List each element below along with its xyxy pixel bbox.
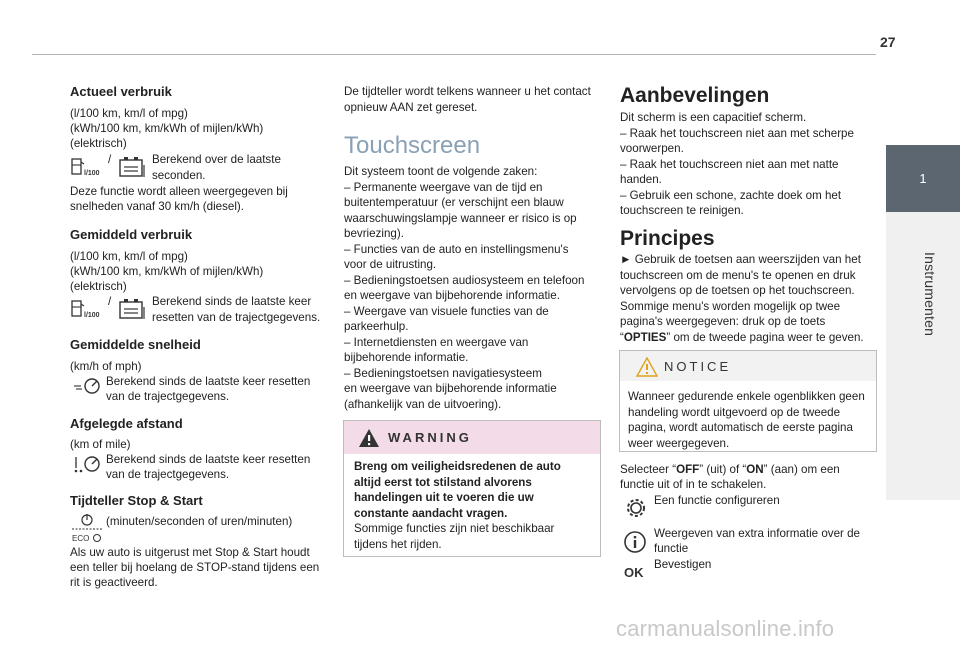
fuel-consumption-icon: [70, 298, 106, 320]
heading-touchscreen: Touchscreen: [344, 132, 481, 159]
ok-icon: OK: [624, 565, 644, 580]
section-title-actueel: Actueel verbruik: [70, 84, 172, 99]
warning-bold-0: Breng om veiligheidsredenen de auto: [354, 460, 561, 473]
s1-icon-text-2: seconden.: [152, 169, 206, 182]
s2-line-2: (kWh/100 km, km/kWh of mijlen/kWh): [70, 265, 264, 278]
ts-line-12: bijbehorende informatie.: [344, 351, 469, 364]
pri-line-5: [620, 330, 864, 346]
heading-aanbevelingen: Aanbevelingen: [620, 84, 770, 107]
notice-line-0: Wanneer gedurende enkele ogenblikken geen: [628, 390, 865, 403]
icon-text-info-1: Weergeven van extra informatie over de: [654, 527, 861, 540]
chapter-tab-number[interactable]: 1: [886, 145, 960, 212]
s1-line-1: (l/100 km, km/l of mpg): [70, 107, 188, 120]
ts-line-4: bevriezing).: [344, 227, 404, 240]
notice-line-2: pagina, wordt automatisch de eerste pagina: [628, 421, 853, 434]
s2-icon-text-2: resetten van de trajectgegevens.: [152, 311, 321, 324]
warning-header: [344, 421, 600, 454]
icon-text-info-2: functie: [654, 542, 689, 555]
s5-para-3: rit is geactiveerd.: [70, 576, 158, 589]
warning-bold-3: constante aandacht vragen.: [354, 506, 508, 520]
ts-line-3: waarschuwingslampje wanneer er risico is op: [344, 211, 577, 225]
pri-line-4: pagina's weergegeven: druk op de toets: [620, 315, 826, 328]
col2-intro-2: opnieuw AAN zet gereset.: [344, 101, 478, 114]
ts-line-0: Dit systeem toont de volgende zaken:: [344, 165, 538, 178]
ts-line-1: – Permanente weergave van de tijd en: [344, 180, 543, 194]
s2-separator: /: [108, 295, 112, 308]
s2-line-1: (l/100 km, km/l of mpg): [70, 250, 188, 263]
section-title-gemiddeld-verbruik: Gemiddeld verbruik: [70, 227, 193, 242]
stop-start-eco-icon: [70, 512, 104, 544]
configure-gear-icon: [625, 497, 647, 519]
fuel-consumption-icon: [70, 156, 106, 178]
pri-line-1: touchscreen om de menu's te openen en druk: [620, 268, 856, 282]
ts-line-15: (afhankelijk van de uitvoering).: [344, 397, 502, 411]
ts-line-7: – Bedieningstoetsen audiosysteem en telefoon: [344, 273, 585, 287]
speedometer-icon: [72, 376, 102, 396]
s1-separator: /: [108, 153, 112, 166]
ts-line-9: – Weergave van visuele functies van de: [344, 304, 549, 318]
aan-line-1: – Raak het touchscreen niet aan met scherpe: [620, 126, 854, 140]
section-title-afstand: Afgelegde afstand: [70, 416, 183, 431]
notice-header: [620, 351, 876, 381]
s5-icon-text-1: (minuten/seconden of uren/minuten): [106, 515, 293, 528]
header-rule: [32, 54, 876, 55]
s4-icon-text-1: Berekend sinds de laatste keer resetten: [106, 453, 311, 466]
pri-line-2: vervolgens op de toetsen op het touchscreen.: [620, 284, 855, 297]
ts-line-11: – Internetdiensten en weergave van: [344, 335, 529, 349]
section-title-stopstart: Tijdteller Stop & Start: [70, 493, 203, 508]
warning-box: [343, 420, 601, 557]
aan-line-4: handen.: [620, 173, 662, 186]
eco-label: ECO: [72, 534, 90, 543]
chapter-title: Instrumenten: [922, 252, 938, 337]
col2-intro-1: De tijdteller wordt telkens wanneer u het contact: [344, 85, 591, 98]
s1-para-1: Deze functie wordt alleen weergegeven bij: [70, 185, 288, 198]
s1-line-2: (kWh/100 km, km/kWh of mijlen/kWh): [70, 122, 264, 135]
notice-line-1: handeling wordt uitgevoerd op de tweede: [628, 405, 841, 419]
aan-line-0: Dit scherm is een capacitief scherm.: [620, 111, 807, 124]
icon-text-confirm: Bevestigen: [654, 558, 712, 571]
s2-icon-text-1: Berekend sinds de laatste keer: [152, 295, 312, 308]
ts-line-14: en weergave van bijbehorende informatie: [344, 382, 557, 395]
distance-icon: [72, 454, 102, 476]
ts-line-6: voor de uitrusting.: [344, 258, 437, 271]
s1-line-3: (elektrisch): [70, 137, 127, 150]
ts-line-5: – Functies van de auto en instellingsmenu's: [344, 242, 569, 256]
pri-line-3: Sommige menu's worden mogelijk op twee: [620, 299, 841, 313]
s3-icon-text-1: Berekend sinds de laatste keer resetten: [106, 375, 311, 388]
warning-bold-1: altijd eerst tot stilstand alvorens: [354, 475, 532, 489]
notice-triangle-icon: [636, 357, 658, 377]
s3-icon-text-2: van de trajectgegevens.: [106, 390, 230, 403]
chapter-tab-label[interactable]: [886, 212, 960, 500]
aan-line-2: voorwerpen.: [620, 142, 684, 155]
ts-line-13: – Bedieningstoetsen navigatiesysteem: [344, 366, 542, 380]
battery-consumption-icon: [118, 155, 148, 179]
s5-para-1: Als uw auto is uitgerust met Stop & Start houdt: [70, 546, 310, 559]
warning-title: WARNING: [388, 430, 472, 445]
s1-icon-text-1: Berekend over de laatste: [152, 153, 281, 166]
notice-box: [619, 350, 877, 452]
ts-line-8: en weergave van bijbehorende informatie.: [344, 289, 560, 302]
select-line-1: Selecteer “OFF” (uit) of “ON” (aan) om een: [620, 463, 840, 476]
warning-bold-2: handelingen uit te voeren die uw: [354, 491, 534, 504]
info-icon: [623, 530, 647, 554]
ts-line-10: parkeerhulp.: [344, 320, 409, 333]
watermark: carmanualsonline.info: [616, 616, 835, 641]
s2-line-3: (elektrisch): [70, 280, 127, 293]
select-line-2: functie uit of in te schakelen.: [620, 478, 767, 491]
l100-label: l/100: [84, 312, 100, 319]
notice-title: NOTICE: [664, 359, 732, 374]
s5-para-2: een teller bij hoelang de STOP-stand tijdens een: [70, 561, 320, 574]
section-title-snelheid: Gemiddelde snelheid: [70, 337, 201, 352]
opties-label: OPTIES: [623, 330, 667, 344]
pri-quote-open: “: [620, 330, 624, 344]
ts-line-2: buitentemperatuur (er verschijnt een blauw: [344, 196, 564, 209]
s3-line-1: (km/h of mph): [70, 360, 142, 373]
s4-line-1: (km of mile): [70, 438, 131, 451]
s4-icon-text-2: van de trajectgegevens.: [106, 468, 230, 481]
warning-normal-0: Sommige functies zijn niet beschikbaar: [354, 522, 555, 535]
pri-line-0: ► Gebruik de toetsen aan weerszijden van het: [620, 253, 861, 266]
l100-label: l/100: [84, 170, 100, 177]
warning-triangle-icon: [358, 428, 380, 448]
s1-para-2: snelheden vanaf 30 km/h (diesel).: [70, 200, 245, 213]
battery-consumption-icon: [118, 297, 148, 321]
warning-normal-1: tijdens het rijden.: [354, 537, 442, 551]
notice-line-3: weer weergegeven.: [628, 436, 730, 450]
pri-quote-rest: ” om de tweede pagina weer te geven.: [666, 330, 864, 344]
heading-principes: Principes: [620, 227, 715, 250]
icon-text-configure: Een functie configureren: [654, 494, 780, 507]
aan-line-5: – Gebruik een schone, zachte doek om het: [620, 188, 842, 202]
aan-line-6: touchscreen te reinigen.: [620, 204, 744, 217]
page-number: 27: [880, 34, 896, 50]
aan-line-3: – Raak het touchscreen niet aan met natte: [620, 157, 839, 171]
